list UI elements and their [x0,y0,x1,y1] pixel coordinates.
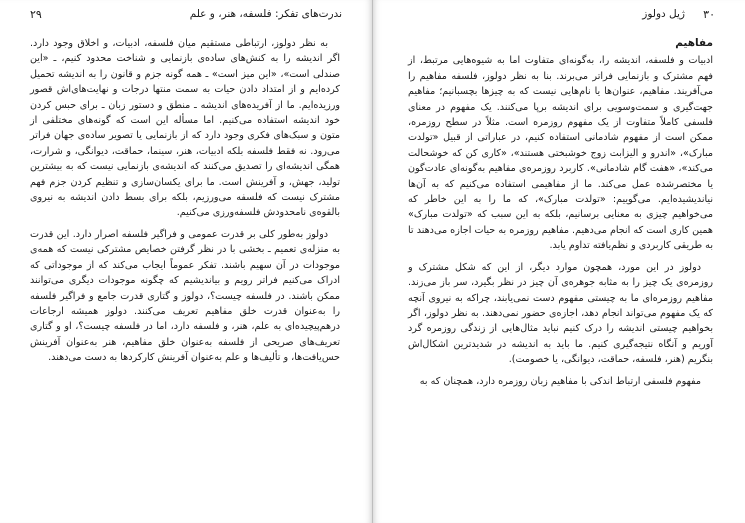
running-head: ژیل دولوز [642,8,685,20]
section-title: مفاهیم [675,37,713,49]
paragraph: دولوز در این مورد، همچون موارد دیگر، از این که شکل مشترک و روزمره‌ی یک چیز را به مثابه جوهره‌ی آن چیز در نظر بگیرد، سر باز می‌زند. مفاهیم روزمره‌ای ما به چیستی مفهوم دست نمی‌یابند، چراکه به نیروی آنچه که یک مفهوم می‌تواند انجام دهد، اجازه‌ی حضور نمی‌دهند. به نظر دولوز، اگر بخواهیم چیستی اندیشه را درک کنیم نباید مثال‌هایی از زندگی روزمره گرد آوریم و آنگاه نتیجه‌گیری کنیم. ما باید به اندیشه در شدیدترین اشکال‌اش بنگریم (هنر، فلسفه، حماقت، دیوانگی، یا خصومت). [408,261,713,366]
left-page [0,0,372,523]
page-number: ۳۰ [703,8,715,21]
paragraph: دولوز به‌طور کلی بر قدرت عمومی و فراگیر فلسفه اصرار دارد. این قدرت به منزله‌ی تعمیم ـ بخشی با در نظر گرفتن خصایص مشترکی نیست که همه‌ی موجودات در آن سهیم باشند. تفکر عموماً ایجاب می‌کند که از موجوداتی که ادراک می‌کنیم فراتر رویم و بیاندیشیم که چگونه موجودات دیگری می‌توانند ممکن باشند. در فلسفه چیست؟، دولوز و گتاری قدرت جامع و فراگیر فلسفه را به‌عنوان قدرت خلق مفاهیم تعریف می‌کنند. دولوز همیشه ارجاعات درهم‌پیچیده‌ای به علم، هنر، و فلسفه دارد، اما در فلسفه چیست؟، او و گتاری تعریف‌های صریحی از فلسفه به‌عنوان خلق مفاهیم، هنر به‌عنوان آفرینش حس‌یافت‌ها، و تألیف‌ها و علم به‌عنوان آفرینش کارکردها به دست می‌دهند. [30,228,340,364]
left-page-body [30,36,340,372]
left-page-header [30,8,342,26]
paragraph: به نظر دولوز، ارتباطی مستقیم میان فلسفه، ادبیات، و اخلاق وجود دارد. اگر اندیشه را به کنش‌های ساده‌ی بازنمایی و شناخت محدود کنیم، ـ «این صندلی است»، «این میز است» ـ همه گونه جزم و قانون را به اندیشه تحمیل کرده‌ایم و از امتداد دادن حیات به سمت منتها درجات و نهایت‌های‌اش قصور ورزیده‌ایم. ما از آفریده‌های اندیشه ـ منطق و دستور زبان ـ برای حبس کردن خود اندیشه استفاده می‌کنیم. اما مسأله این است که گونه‌های مختلفی از متون و سبک‌های فکری وجود دارد که از بازنمایی یا تصویر ساده‌ی جهان فراتر می‌رود. نه فقط فلسفه بلکه ادبیات، هنر، سینما، حماقت، دیوانگی، و شرارت، همگی اندیشه‌ای را تصدیق می‌کنند که اندیشه‌ی بازنمایی نیست که به بیشترین تولید، جهش، و آفرینش است. ما برای یکسان‌سازی و تنظیم کردن جزم فهم مشترک نیست که فلسفه می‌ورزیم، بلکه برای بسط دادن اندیشه به نیروی بالقوه‌ی نامحدودش فلسفه‌ورزی می‌کنیم. [30,38,340,219]
right-page-body [408,36,713,395]
right-page-header [403,8,715,26]
running-head: ندرت‌های تفکر: فلسفه، هنر، و علم [189,8,342,20]
right-page [373,0,745,523]
paragraph: مفهوم فلسفی ارتباط اندکی با مفاهیم زبان روزمره دارد، همچنان که به [419,375,701,387]
page-number: ۲۹ [30,8,42,21]
paragraph: ادبیات و فلسفه، اندیشه را، به‌گونه‌ای متفاوت اما به شیوه‌هایی مرتبط، از فهم مشترک و بازنمایی فراتر می‌برند. بنا به نظر دولوز، فلسفه مفاهیم را می‌آفریند. مفاهیم، عنوان‌ها یا نام‌هایی نیست که به چیزها بچسبانیم؛ مفاهیم جهت‌گیری و سمت‌وسویی برای اندیشه برپا می‌کنند. یک مفهوم در معنای فلسفی کاملاً متفاوت از یک مفهوم روزمره است. مثلاً در سطح روزمره، ممکن است از مفهوم شادمانی استفاده کنیم، در عباراتی از قبیل «تولدت مبارک»، «اندرو و الیزابت زوج خوشبختی هستند»، «کاری کن که خوشحالت می‌کند»، «هفت گام شادمانی». کاربرد روزمره‌ی مفاهیم به‌گونه‌ای عادت‌گون یا مختصرشده عمل می‌کند. ما از مفاهیمی استفاده می‌کنیم که به آن‌ها نیاندیشیده‌ایم. می‌گوییم: «تولدت مبارک»، که ما را به این خاطر که می‌خواهیم چیزی به معنایی برسانیم، بلکه به این سبب که «تولدت مبارک» همین کاری است که انجام می‌دهیم. مفاهیم روزمره به حیات اجازه می‌دهند تا به طریقی کاربردی و نظم‌یافته تداوم یابد. [408,55,713,252]
